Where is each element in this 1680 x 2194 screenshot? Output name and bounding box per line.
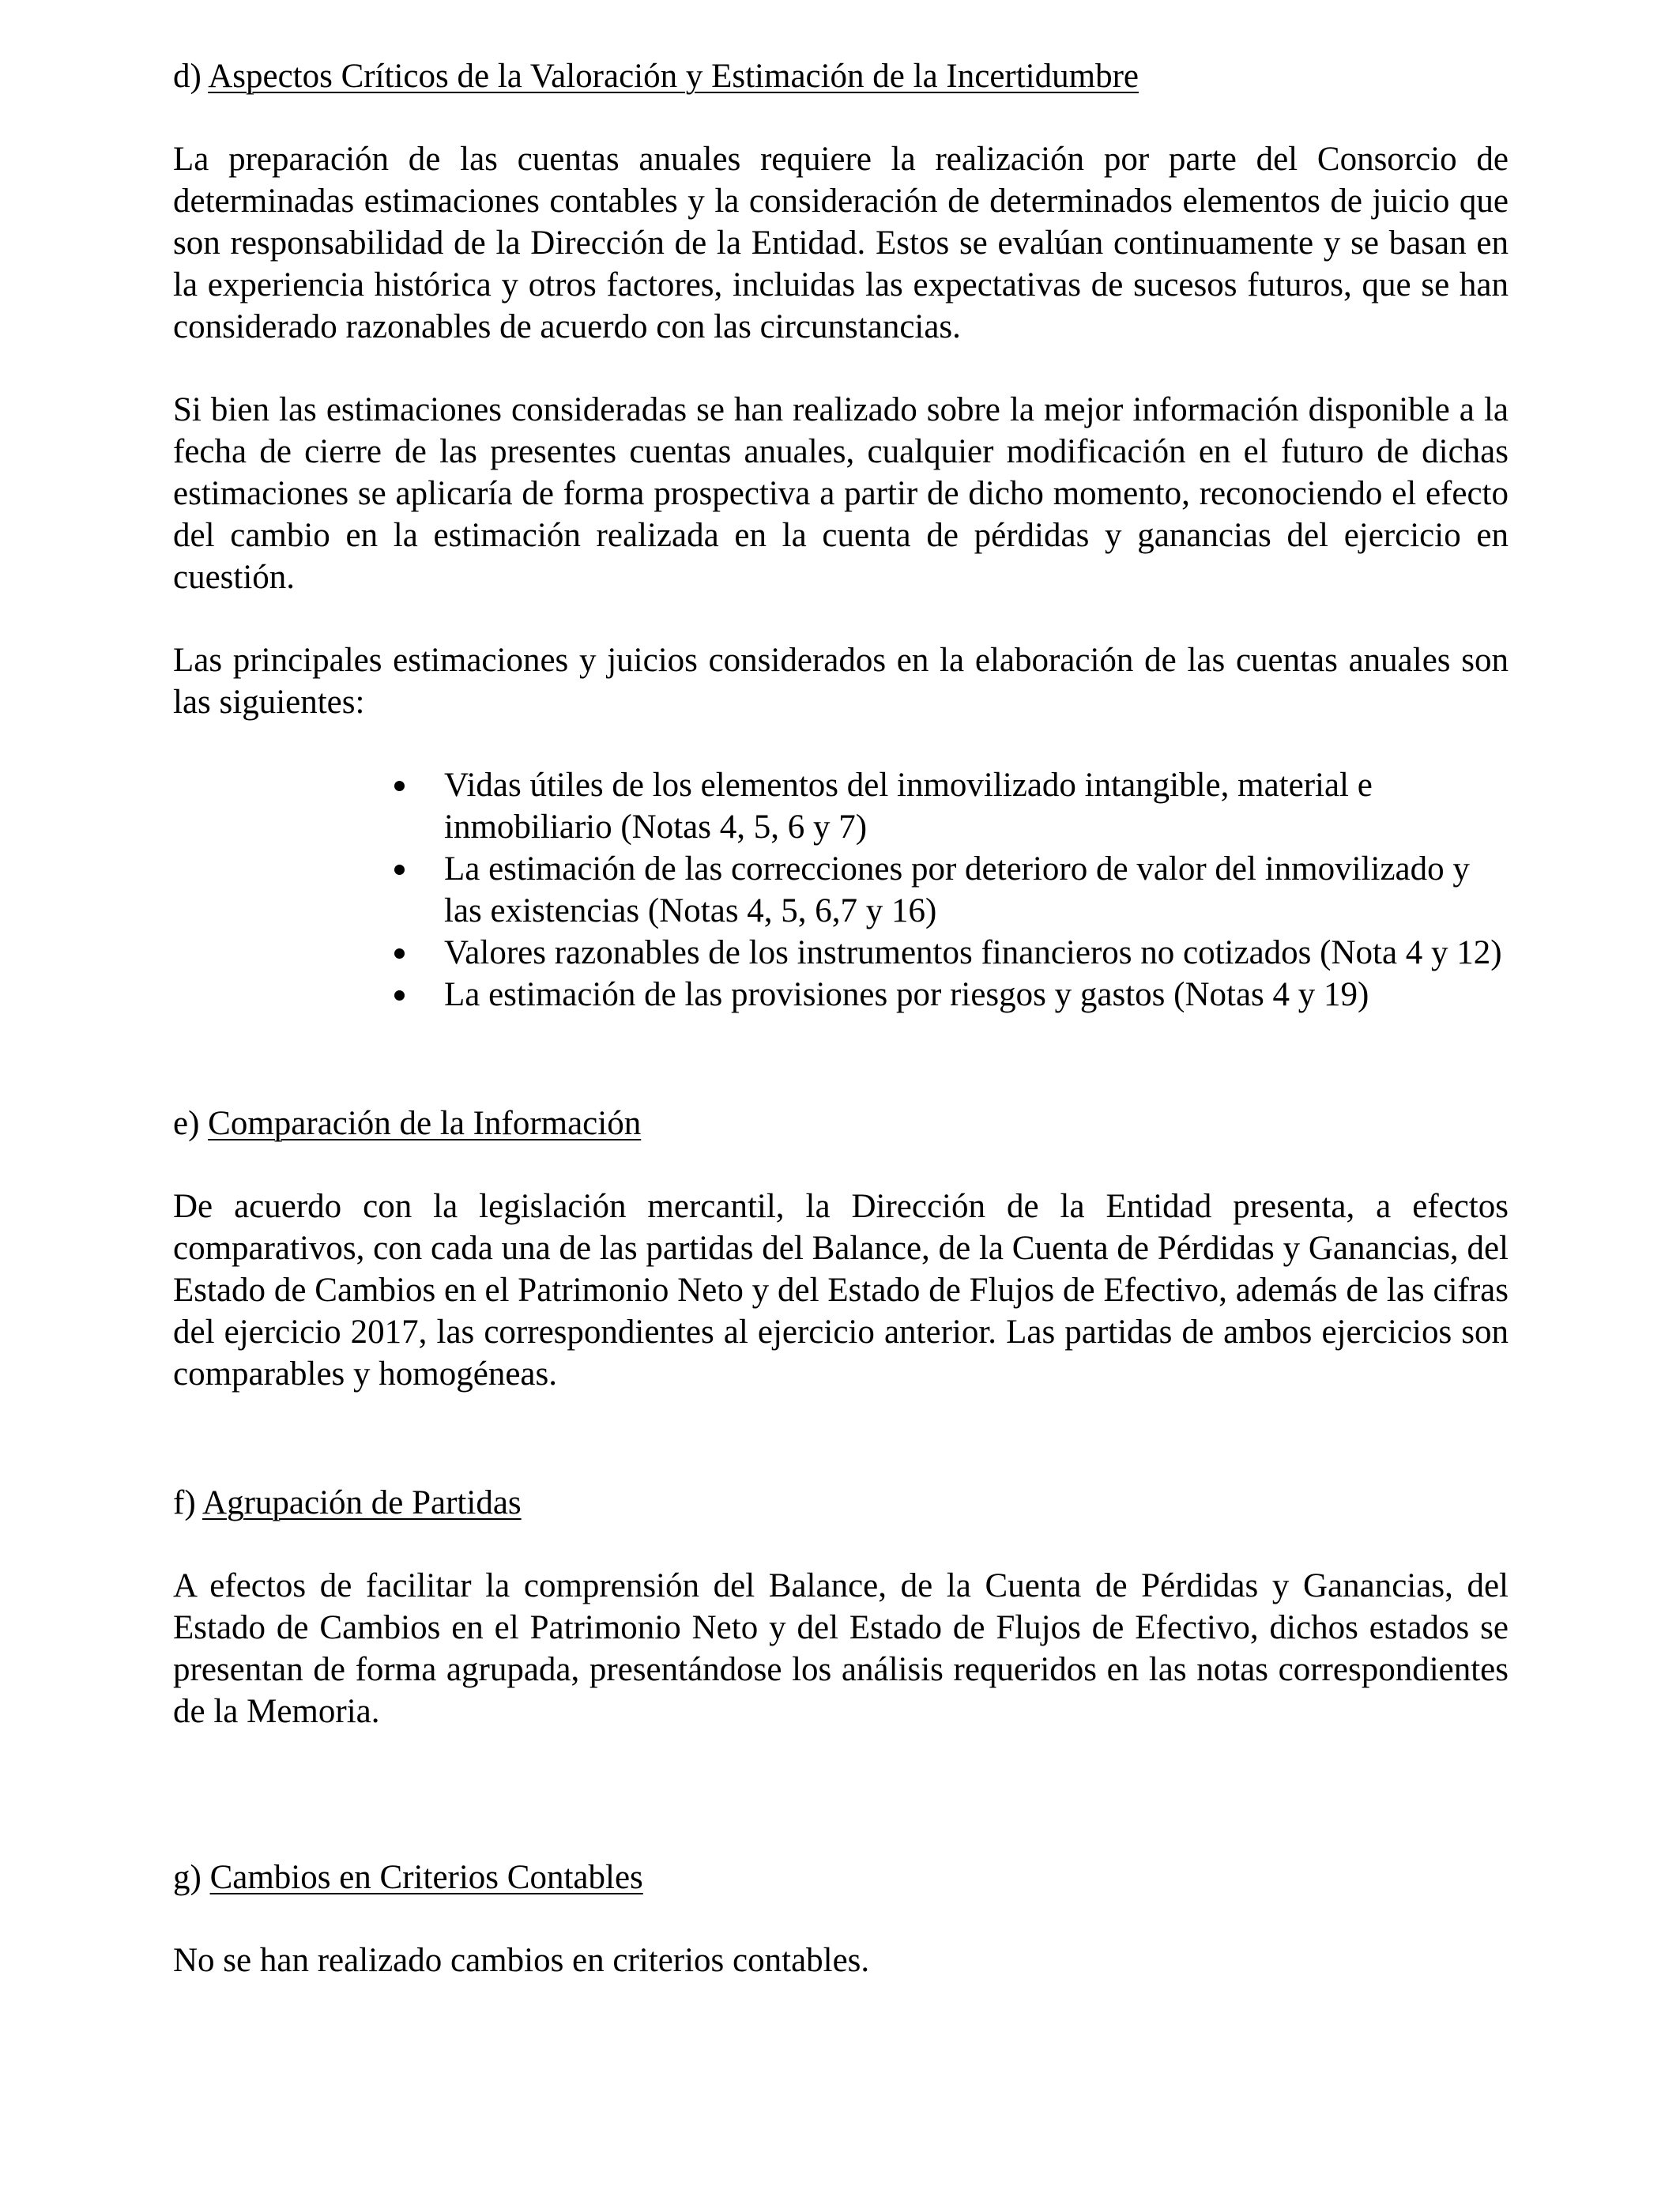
section-g-heading xyxy=(173,1857,1509,1898)
spacer xyxy=(173,723,1509,764)
bullet-text: La estimación de las correcciones por deterioro de valor del inmovilizado y las existencias (Notas 4, 5, 6,7 y 16) xyxy=(444,850,1470,929)
spacer xyxy=(173,348,1509,389)
section-f-prefix: f) xyxy=(173,1484,203,1521)
section-d-heading xyxy=(173,55,1509,97)
bullet-dot-icon xyxy=(394,781,405,791)
section-g-title: Cambios en Criterios Contables xyxy=(209,1859,643,1896)
estimates-bullet-list xyxy=(389,764,1509,1016)
spacer xyxy=(173,1524,1509,1565)
document-page xyxy=(173,55,1509,1981)
section-e-prefix: e) xyxy=(173,1105,209,1142)
bullet-item xyxy=(389,764,1509,848)
spacer xyxy=(173,1732,1509,1857)
bullet-text: Vidas útiles de los elementos del inmovilizado intangible, material e inmobiliario (Notas 4, 5, 6 y 7) xyxy=(444,767,1373,846)
section-d-paragraph-2: Si bien las estimaciones consideradas se han realizado sobre la mejor información disponible a la fecha de cierre de las presentes cuentas anuales, cualquier modificación en el futuro de dichas estimaciones se aplicaría de forma prospectiva a partir de dicho momento, reconociendo el efecto del cambio en la estimación realizada en la cuenta de pérdidas y ganancias del ejercicio en cuestión. xyxy=(173,391,1509,596)
spacer xyxy=(173,97,1509,138)
bullet-text: La estimación de las provisiones por riesgos y gastos (Notas 4 y 19) xyxy=(444,976,1369,1013)
bullet-dot-icon xyxy=(394,990,405,1001)
section-f-paragraph: A efectos de facilitar la comprensión del Balance, de la Cuenta de Pérdidas y Ganancias, del Estado de Cambios en el Patrimonio Neto y del Estado de Flujos de Efectivo, dichos estados se presentan de forma agrupada, presentándose los análisis requeridos en las notas correspondientes de la Memoria. xyxy=(173,1567,1509,1730)
bullet-text: Valores razonables de los instrumentos financieros no cotizados (Nota 4 y 12) xyxy=(444,934,1502,971)
section-e-heading xyxy=(173,1103,1509,1144)
spacer xyxy=(173,1016,1509,1103)
section-e-paragraph: De acuerdo con la legislación mercantil, la Dirección de la Entidad presenta, a efectos comparativos, con cada una de las partidas del Balance, de la Cuenta de Pérdidas y Ganancias, del Estado de Cambios en el Patrimonio Neto y del Estado de Flujos de Efectivo, además de las cifras del ejercicio 2017, las correspondientes al ejercicio anterior. Las partidas de ambos ejercicios son comparables y homogéneas. xyxy=(173,1188,1509,1393)
spacer xyxy=(173,1898,1509,1940)
section-e-title: Comparación de la Información xyxy=(208,1105,642,1142)
spacer xyxy=(173,598,1509,639)
bullet-item xyxy=(389,848,1509,932)
section-f-title: Agrupación de Partidas xyxy=(202,1484,522,1521)
section-g-prefix: g) xyxy=(173,1859,210,1896)
section-d-prefix: d) xyxy=(173,58,209,95)
spacer xyxy=(173,1395,1509,1482)
bullet-item xyxy=(389,932,1509,974)
section-d-title: Aspectos Críticos de la Valoración y Estimación de la Incertidumbre xyxy=(208,58,1139,95)
bullet-item xyxy=(389,974,1509,1016)
section-d-paragraph-3: Las principales estimaciones y juicios considerados en la elaboración de las cuentas anuales son las siguientes: xyxy=(173,642,1509,721)
section-d-paragraph-1: La preparación de las cuentas anuales requiere la realización por parte del Consorcio de determinadas estimaciones contables y la consideración de determinados elementos de juicio que son responsabilidad de la Dirección de la Entidad. Estos se evalúan continuamente y se basan en la experiencia histórica y otros factores, incluidas las expectativas de sucesos futuros, que se han considerado razonables de acuerdo con las circunstancias. xyxy=(173,141,1509,345)
bullet-dot-icon xyxy=(394,948,405,959)
spacer xyxy=(173,1144,1509,1186)
section-f-heading xyxy=(173,1482,1509,1524)
section-g-paragraph: No se han realizado cambios en criterios contables. xyxy=(173,1942,870,1979)
bullet-dot-icon xyxy=(394,865,405,875)
